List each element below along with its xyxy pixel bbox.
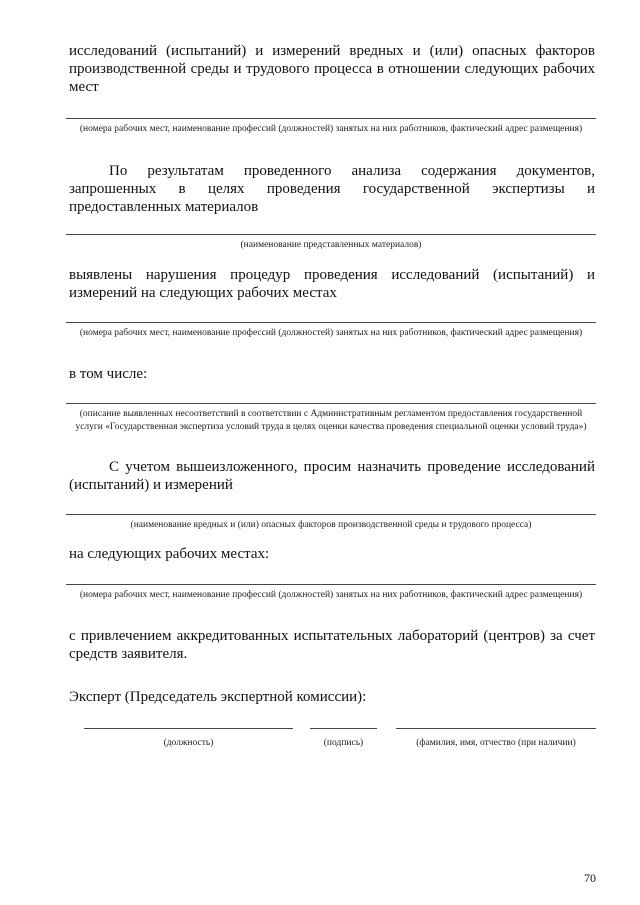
caption-signature: (подпись)	[323, 738, 364, 748]
caption-full-name: (фамилия, имя, отчество (при наличии)	[416, 738, 576, 748]
paragraph-expert: Эксперт (Председатель экспертной комиссии):	[69, 689, 367, 705]
caption-position: (должность)	[163, 738, 214, 748]
blank-line-workplaces-2	[66, 322, 596, 323]
paragraph-research-intro: исследований (испытаний) и измерений вредных и (или) опасных факторов производственной среды и трудового процесса в отношении следующих рабочих мест	[69, 43, 595, 95]
blank-line-materials	[66, 234, 596, 235]
caption-workplaces-3: (номера рабочих мест, наименование профессий (должностей) занятых на них работников, фактический адрес размещения)	[79, 590, 583, 600]
caption-workplaces-1: (номера рабочих мест, наименование профессий (должностей) занятых на них работников, фактический адрес размещения)	[79, 124, 583, 134]
paragraph-request: С учетом вышеизложенного, просим назначить проведение исследований (испытаний) и измерений	[69, 459, 595, 493]
signature-line-signature	[310, 728, 377, 729]
caption-discrepancies: (описание выявленных несоответствий в соответствии с Административным регламентом предоставления государственной услуги «Государственная экспертиза условий труда в целях оценки качества проведения специальной оценки условий труда»)	[75, 409, 587, 432]
paragraph-analysis-results: По результатам проведенного анализа содержания документов, запрошенных в целях проведения государственной экспертизы и предоставленных материалов	[69, 163, 595, 215]
signature-line-position	[84, 728, 293, 729]
paragraph-following-workplaces: на следующих рабочих местах:	[69, 546, 270, 562]
paragraph-violations: выявлены нарушения процедур проведения исследований (испытаний) и измерений на следующих рабочих местах	[69, 267, 595, 301]
page-number: 70	[584, 871, 596, 885]
caption-workplaces-2: (номера рабочих мест, наименование профессий (должностей) занятых на них работников, фактический адрес размещения)	[79, 328, 583, 338]
paragraph-including: в том числе:	[69, 366, 148, 382]
caption-materials: (наименование представленных материалов)	[240, 240, 422, 250]
blank-line-workplaces-1	[66, 118, 596, 119]
caption-factors: (наименование вредных и (или) опасных факторов производственной среды и трудового процесса)	[130, 520, 532, 530]
blank-line-workplaces-3	[66, 584, 596, 585]
blank-line-factors	[66, 514, 596, 515]
signature-line-name	[396, 728, 596, 729]
paragraph-laboratories: с привлечением аккредитованных испытательных лабораторий (центров) за счет средств заявителя.	[69, 628, 595, 662]
blank-line-discrepancies	[66, 403, 596, 404]
